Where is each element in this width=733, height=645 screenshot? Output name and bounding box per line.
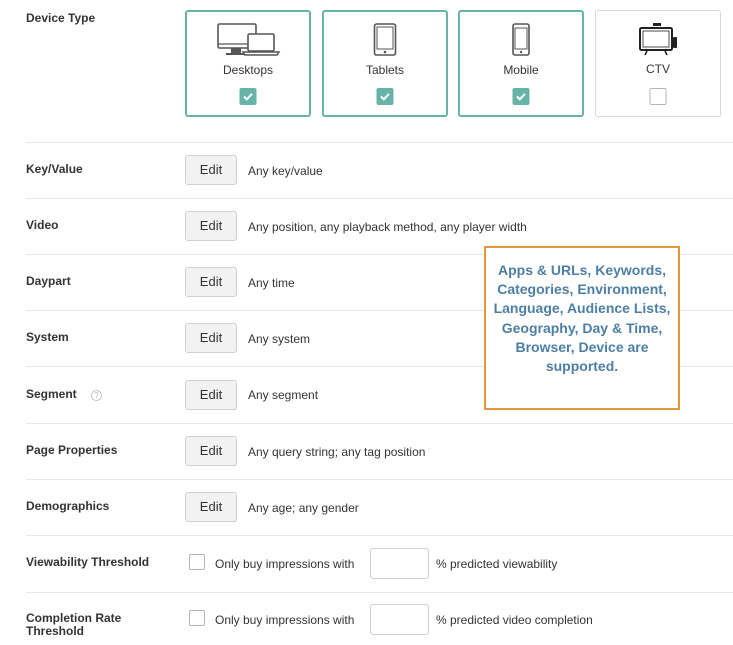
viewability-threshold-label: Viewability Threshold: [26, 555, 150, 569]
daypart-summary: Any time: [248, 276, 295, 290]
viewability-suffix: % predicted viewability: [436, 557, 558, 571]
viewability-input[interactable]: [370, 548, 429, 579]
key-value-label: Key/Value: [26, 162, 83, 176]
device-type-label: Device Type: [26, 11, 96, 25]
completion-rate-threshold-label: [26, 612, 121, 638]
tablets-checkbox[interactable]: [377, 88, 394, 105]
desktops-icon: [187, 21, 309, 57]
daypart-label: Daypart: [26, 274, 71, 288]
edit-segment-button[interactable]: Edit: [185, 380, 237, 410]
device-name: Mobile: [503, 63, 539, 77]
video-summary: Any position, any playback method, any player width: [248, 220, 527, 234]
ctv-checkbox[interactable]: [650, 88, 667, 105]
device-name: Tablets: [365, 63, 405, 77]
segment-label: Segment: [26, 387, 77, 401]
device-tablets-card[interactable]: [322, 10, 448, 117]
divider: [26, 535, 733, 536]
edit-video-button[interactable]: Edit: [185, 211, 237, 241]
device-desktops-card[interactable]: [185, 10, 311, 117]
supported-targeting-callout: Apps & URLs, Keywords, Categories, Environment, Language, Audience Lists, Geography, Day & Time, Browser, Device are supported.: [484, 246, 680, 410]
key-value-summary: Any key/value: [248, 164, 323, 178]
help-icon[interactable]: ?: [91, 390, 102, 401]
demographics-label: Demographics: [26, 499, 110, 513]
segment-summary: Any segment: [248, 388, 319, 402]
page-properties-summary: Any query string; any tag position: [248, 445, 426, 459]
completion-prefix: Only buy impressions with: [215, 613, 355, 627]
system-label: System: [26, 330, 69, 344]
system-summary: Any system: [248, 332, 311, 346]
divider: [26, 592, 733, 593]
completion-input[interactable]: [370, 604, 429, 635]
divider: [26, 479, 733, 480]
video-label: Video: [26, 218, 59, 232]
edit-page-properties-button[interactable]: Edit: [185, 436, 237, 466]
edit-system-button[interactable]: Edit: [185, 323, 237, 353]
mobile-icon: [460, 21, 582, 57]
completion-label-line2: Threshold: [26, 624, 85, 638]
viewability-prefix: Only buy impressions with: [215, 557, 355, 571]
completion-checkbox[interactable]: [189, 610, 205, 626]
edit-daypart-button[interactable]: Edit: [185, 267, 237, 297]
desktops-checkbox[interactable]: [240, 88, 257, 105]
page-properties-label: Page Properties: [26, 443, 118, 457]
divider: [26, 198, 733, 199]
demographics-summary: Any age; any gender: [248, 501, 359, 515]
mobile-checkbox[interactable]: [513, 88, 530, 105]
device-mobile-card[interactable]: [458, 10, 584, 117]
tablet-icon: [324, 21, 446, 57]
completion-suffix: % predicted video completion: [436, 613, 593, 627]
completion-label-line1: Completion Rate: [26, 611, 122, 625]
edit-demographics-button[interactable]: Edit: [185, 492, 237, 522]
edit-key-value-button[interactable]: Edit: [185, 155, 237, 185]
divider: [26, 423, 733, 424]
device-name: Desktops: [222, 63, 274, 77]
divider: [26, 142, 733, 143]
device-ctv-card[interactable]: [595, 10, 721, 117]
device-name: CTV: [646, 62, 670, 76]
viewability-checkbox[interactable]: [189, 554, 205, 570]
ctv-icon: [596, 20, 720, 56]
